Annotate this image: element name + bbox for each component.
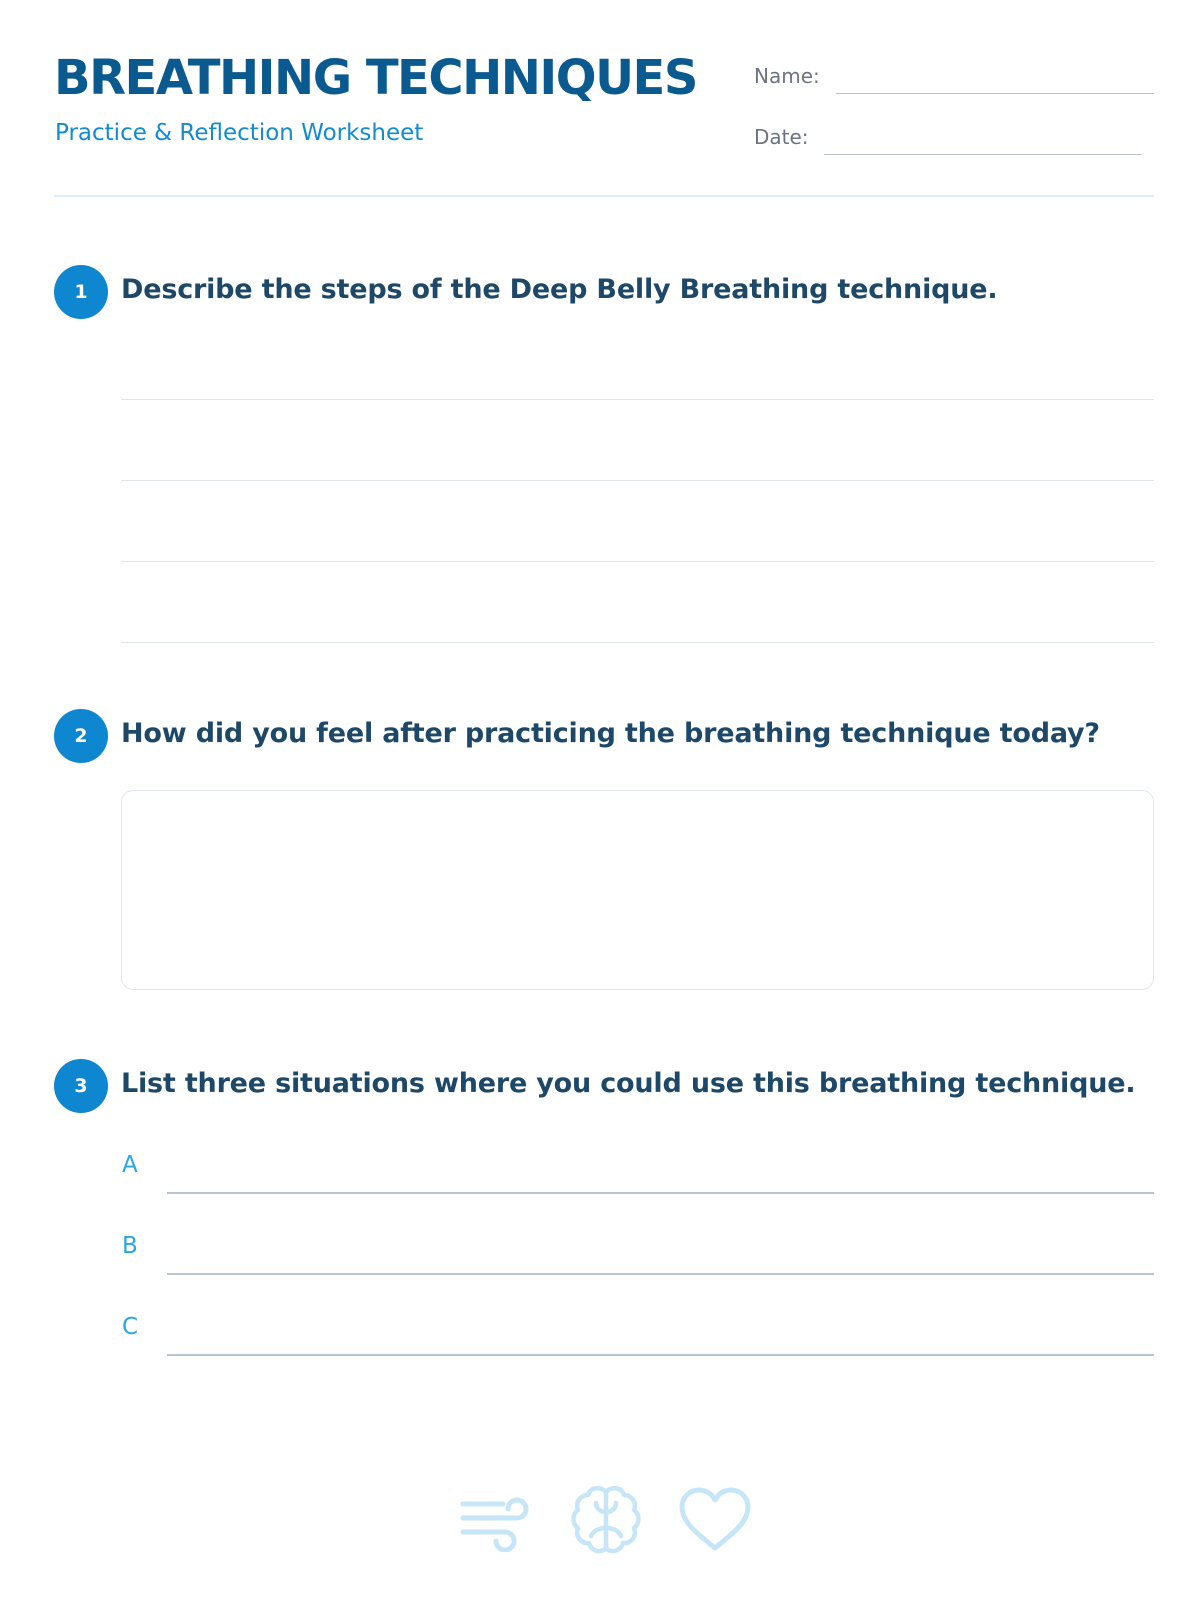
- option-c-answer-line[interactable]: [167, 1354, 1154, 1356]
- question-1-text: Describe the steps of the Deep Belly Breathing technique.: [121, 274, 998, 305]
- heart-icon: [677, 1486, 753, 1554]
- question-1-answer-line-2[interactable]: [121, 480, 1154, 481]
- question-1-answer-line-3[interactable]: [121, 561, 1154, 562]
- option-b-letter: B: [122, 1233, 138, 1259]
- page-title: BREATHING TECHNIQUES: [54, 50, 697, 106]
- date-label: Date:: [754, 125, 809, 149]
- question-1-answer-line-4[interactable]: [121, 642, 1154, 643]
- option-c-letter: C: [122, 1314, 139, 1340]
- question-3-number-badge: 3: [54, 1059, 108, 1113]
- name-field[interactable]: [836, 93, 1154, 94]
- question-2-answer-box[interactable]: [121, 790, 1154, 990]
- header-divider: [54, 195, 1154, 197]
- name-label: Name:: [754, 64, 820, 88]
- question-1-number-badge: 1: [54, 265, 108, 319]
- wind-icon: [459, 1488, 535, 1552]
- question-1-answer-line-1[interactable]: [121, 399, 1154, 400]
- question-3-text: List three situations where you could use this breathing technique.: [121, 1068, 1136, 1099]
- brain-icon: [568, 1482, 644, 1558]
- question-2-number-badge: 2: [54, 709, 108, 763]
- page-subtitle: Practice & Reflection Worksheet: [55, 120, 424, 146]
- footer-icon-row: [455, 1480, 755, 1560]
- question-2-text: How did you feel after practicing the breathing technique today?: [121, 718, 1100, 749]
- option-a-letter: A: [122, 1152, 138, 1178]
- option-a-answer-line[interactable]: [167, 1192, 1154, 1194]
- date-field[interactable]: [824, 154, 1142, 155]
- option-b-answer-line[interactable]: [167, 1273, 1154, 1275]
